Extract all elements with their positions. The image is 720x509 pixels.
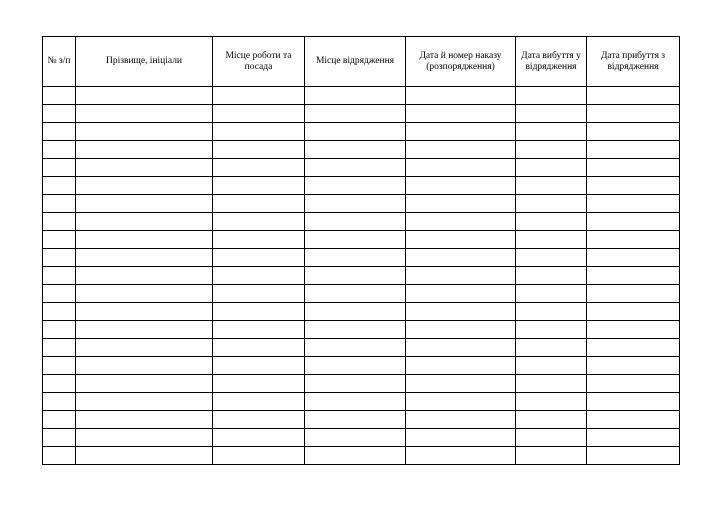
number-cell — [43, 393, 76, 411]
order-cell — [406, 285, 516, 303]
order-cell — [406, 87, 516, 105]
order-cell — [406, 213, 516, 231]
destination-cell — [305, 285, 406, 303]
destination-cell — [305, 447, 406, 465]
workplace-position-cell — [213, 357, 305, 375]
workplace-position-cell — [213, 87, 305, 105]
name-cell — [76, 267, 213, 285]
order-cell — [406, 339, 516, 357]
workplace-position-cell — [213, 375, 305, 393]
name-cell — [76, 321, 213, 339]
table-row — [43, 195, 680, 213]
destination-cell — [305, 123, 406, 141]
arrival-date-cell — [587, 141, 680, 159]
departure-date-cell — [516, 393, 587, 411]
destination-cell — [305, 411, 406, 429]
table-row — [43, 303, 680, 321]
arrival-date-cell — [587, 321, 680, 339]
name-cell — [76, 339, 213, 357]
departure-date-cell — [516, 159, 587, 177]
number-cell — [43, 87, 76, 105]
number-cell — [43, 339, 76, 357]
header-row — [43, 37, 680, 87]
number-cell — [43, 213, 76, 231]
table-row — [43, 159, 680, 177]
workplace-position-cell — [213, 321, 305, 339]
arrival-date-cell — [587, 303, 680, 321]
table-row — [43, 339, 680, 357]
destination-cell — [305, 177, 406, 195]
arrival-date-cell — [587, 123, 680, 141]
table-row — [43, 177, 680, 195]
arrival-date-cell — [587, 447, 680, 465]
workplace-position-cell — [213, 249, 305, 267]
header-number: № з/п — [43, 37, 76, 87]
header-departure-date: Дата вибуття у відрядження — [516, 37, 587, 87]
number-cell — [43, 195, 76, 213]
workplace-position-cell — [213, 141, 305, 159]
number-cell — [43, 105, 76, 123]
workplace-position-cell — [213, 213, 305, 231]
table-row — [43, 105, 680, 123]
table-row — [43, 375, 680, 393]
table-row — [43, 357, 680, 375]
arrival-date-cell — [587, 231, 680, 249]
name-cell — [76, 123, 213, 141]
name-cell — [76, 141, 213, 159]
departure-date-cell — [516, 339, 587, 357]
number-cell — [43, 321, 76, 339]
arrival-date-cell — [587, 267, 680, 285]
departure-date-cell — [516, 123, 587, 141]
order-cell — [406, 123, 516, 141]
number-cell — [43, 429, 76, 447]
name-cell — [76, 195, 213, 213]
order-cell — [406, 447, 516, 465]
name-cell — [76, 303, 213, 321]
destination-cell — [305, 105, 406, 123]
number-cell — [43, 303, 76, 321]
departure-date-cell — [516, 105, 587, 123]
order-cell — [406, 375, 516, 393]
table-row — [43, 321, 680, 339]
table-row — [43, 141, 680, 159]
arrival-date-cell — [587, 357, 680, 375]
name-cell — [76, 249, 213, 267]
table-row — [43, 285, 680, 303]
destination-cell — [305, 141, 406, 159]
order-cell — [406, 321, 516, 339]
workplace-position-cell — [213, 303, 305, 321]
table-row — [43, 87, 680, 105]
table-row — [43, 447, 680, 465]
name-cell — [76, 429, 213, 447]
departure-date-cell — [516, 321, 587, 339]
arrival-date-cell — [587, 393, 680, 411]
departure-date-cell — [516, 429, 587, 447]
workplace-position-cell — [213, 231, 305, 249]
workplace-position-cell — [213, 267, 305, 285]
order-cell — [406, 141, 516, 159]
number-cell — [43, 447, 76, 465]
workplace-position-cell — [213, 429, 305, 447]
destination-cell — [305, 87, 406, 105]
destination-cell — [305, 267, 406, 285]
order-cell — [406, 429, 516, 447]
arrival-date-cell — [587, 339, 680, 357]
departure-date-cell — [516, 375, 587, 393]
departure-date-cell — [516, 249, 587, 267]
order-cell — [406, 267, 516, 285]
arrival-date-cell — [587, 249, 680, 267]
number-cell — [43, 267, 76, 285]
name-cell — [76, 213, 213, 231]
order-cell — [406, 231, 516, 249]
header-workplace-position: Місце роботи та посада — [213, 37, 305, 87]
destination-cell — [305, 393, 406, 411]
departure-date-cell — [516, 447, 587, 465]
table-row — [43, 213, 680, 231]
table-row — [43, 429, 680, 447]
destination-cell — [305, 213, 406, 231]
arrival-date-cell — [587, 105, 680, 123]
destination-cell — [305, 249, 406, 267]
name-cell — [76, 375, 213, 393]
number-cell — [43, 249, 76, 267]
table-row — [43, 411, 680, 429]
table-header — [43, 37, 680, 87]
order-cell — [406, 159, 516, 177]
workplace-position-cell — [213, 195, 305, 213]
number-cell — [43, 159, 76, 177]
destination-cell — [305, 303, 406, 321]
name-cell — [76, 393, 213, 411]
name-cell — [76, 231, 213, 249]
departure-date-cell — [516, 87, 587, 105]
arrival-date-cell — [587, 375, 680, 393]
number-cell — [43, 285, 76, 303]
number-cell — [43, 231, 76, 249]
table-body — [43, 87, 680, 465]
table-row — [43, 231, 680, 249]
departure-date-cell — [516, 285, 587, 303]
number-cell — [43, 177, 76, 195]
order-cell — [406, 249, 516, 267]
workplace-position-cell — [213, 393, 305, 411]
arrival-date-cell — [587, 159, 680, 177]
workplace-position-cell — [213, 123, 305, 141]
number-cell — [43, 375, 76, 393]
workplace-position-cell — [213, 285, 305, 303]
arrival-date-cell — [587, 177, 680, 195]
order-cell — [406, 393, 516, 411]
destination-cell — [305, 321, 406, 339]
arrival-date-cell — [587, 411, 680, 429]
order-cell — [406, 177, 516, 195]
order-cell — [406, 105, 516, 123]
name-cell — [76, 105, 213, 123]
name-cell — [76, 159, 213, 177]
destination-cell — [305, 231, 406, 249]
name-cell — [76, 87, 213, 105]
departure-date-cell — [516, 177, 587, 195]
table-row — [43, 267, 680, 285]
workplace-position-cell — [213, 105, 305, 123]
name-cell — [76, 177, 213, 195]
departure-date-cell — [516, 357, 587, 375]
departure-date-cell — [516, 141, 587, 159]
arrival-date-cell — [587, 285, 680, 303]
order-cell — [406, 303, 516, 321]
order-cell — [406, 411, 516, 429]
arrival-date-cell — [587, 87, 680, 105]
order-cell — [406, 195, 516, 213]
arrival-date-cell — [587, 429, 680, 447]
arrival-date-cell — [587, 195, 680, 213]
workplace-position-cell — [213, 411, 305, 429]
destination-cell — [305, 159, 406, 177]
workplace-position-cell — [213, 177, 305, 195]
order-cell — [406, 357, 516, 375]
departure-date-cell — [516, 213, 587, 231]
workplace-position-cell — [213, 339, 305, 357]
number-cell — [43, 141, 76, 159]
table-row — [43, 249, 680, 267]
number-cell — [43, 411, 76, 429]
name-cell — [76, 357, 213, 375]
destination-cell — [305, 339, 406, 357]
number-cell — [43, 123, 76, 141]
workplace-position-cell — [213, 447, 305, 465]
header-name: Прізвище, ініціали — [76, 37, 213, 87]
departure-date-cell — [516, 231, 587, 249]
header-order-date-number: Дата й номер наказу (розпорядження) — [406, 37, 516, 87]
workplace-position-cell — [213, 159, 305, 177]
travel-register-table — [42, 36, 680, 465]
departure-date-cell — [516, 267, 587, 285]
name-cell — [76, 285, 213, 303]
departure-date-cell — [516, 303, 587, 321]
header-destination: Місце відрядження — [305, 37, 406, 87]
name-cell — [76, 411, 213, 429]
destination-cell — [305, 357, 406, 375]
header-arrival-date: Дата прибуття з відрядження — [587, 37, 680, 87]
table-row — [43, 123, 680, 141]
departure-date-cell — [516, 195, 587, 213]
table-row — [43, 393, 680, 411]
number-cell — [43, 357, 76, 375]
destination-cell — [305, 375, 406, 393]
destination-cell — [305, 195, 406, 213]
arrival-date-cell — [587, 213, 680, 231]
name-cell — [76, 447, 213, 465]
departure-date-cell — [516, 411, 587, 429]
destination-cell — [305, 429, 406, 447]
